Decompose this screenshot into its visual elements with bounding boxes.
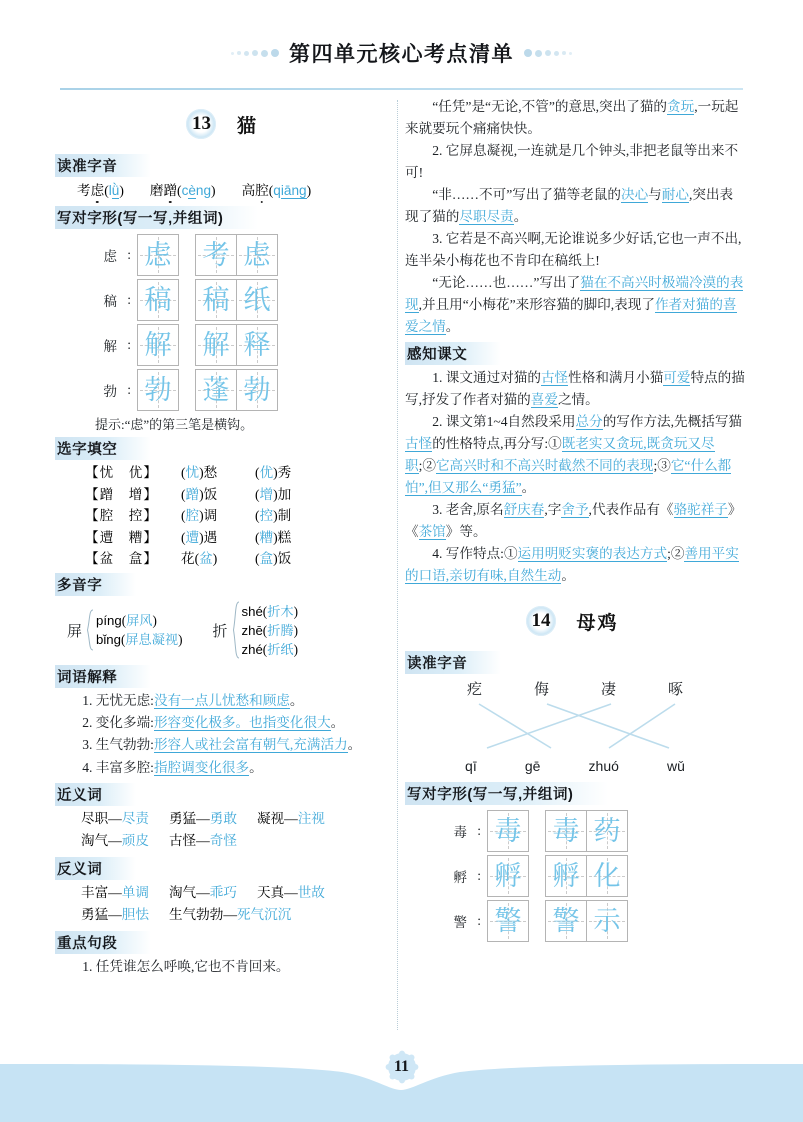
comprehension-item: 3. 老舍,原名舒庆春,字舍予,代表作品有《骆驼祥子》《茶馆》等。 — [405, 502, 742, 540]
polyphone-entry-zhe — [213, 601, 298, 659]
polyphone-reading: shé(折木) — [241, 603, 298, 619]
lesson-number: 13 — [191, 113, 211, 134]
fill-answer-b: (优)秀 — [255, 465, 292, 481]
char-cell-word-1[interactable]: 解 — [195, 324, 237, 366]
fill-choice-group: 【蹭 增】 — [85, 486, 158, 502]
key-passage-quote: 2. 它屏息凝视,一连就是几个钟头,非把老鼠等出来不可! — [405, 143, 739, 181]
char-practice-row: 警 : 警 警 示 — [405, 900, 745, 942]
char-label: 稿 — [103, 294, 117, 310]
comprehension-list — [405, 367, 745, 587]
match-char-0[interactable]: 疙 — [466, 682, 482, 699]
brace-icon — [85, 609, 94, 651]
key-passage-list — [55, 956, 395, 978]
char-label: 虑 — [103, 249, 117, 265]
char-cell-single[interactable]: 毒 — [487, 810, 529, 852]
column-divider — [397, 100, 398, 1030]
section-header-jinyici: 近义词 — [55, 783, 136, 806]
fill-blank-row — [55, 462, 395, 483]
polyphone-reading: píng(屏风) — [96, 613, 157, 629]
char-cell-word-2[interactable]: 虑 — [237, 234, 278, 276]
antonym-row — [81, 904, 395, 927]
left-column — [55, 96, 395, 978]
synonym-pair: 勇猛—勇敢 — [168, 810, 237, 826]
brace-icon — [231, 601, 240, 659]
fill-answer-a: (遭)遇 — [181, 529, 218, 545]
fill-choice-group: 【盆 盒】 — [85, 550, 158, 566]
right-column — [405, 96, 745, 945]
page-header — [0, 38, 803, 68]
char-cell-word-1[interactable]: 毒 — [545, 810, 587, 852]
char-cell-word-1[interactable]: 蓬 — [195, 369, 237, 411]
match-char-3[interactable]: 啄 — [667, 682, 683, 699]
char-label: 解 — [103, 339, 117, 355]
char-label: 勃 — [103, 384, 117, 400]
match-pinyin-0[interactable]: qī — [465, 758, 477, 775]
pinyin-item-kaolu: 考虑(lǜ) — [77, 183, 124, 198]
section-header-zhongdianjuduan: 重点句段 — [55, 931, 151, 954]
synonym-pair: 尽职—尽责 — [81, 810, 149, 826]
char-practice-row: 解 : 解 解 释 — [55, 324, 395, 366]
fill-answer-b: (盒)饭 — [255, 550, 292, 566]
word-explanation-item: 3. 生气勃勃:形容人或社会富有朝气,充满活力。 — [82, 737, 362, 753]
fill-answer-a: (蹭)饭 — [181, 486, 218, 502]
page-title: 第四单元核心考点清单 — [289, 42, 514, 66]
fill-choice-group: 【腔 控】 — [85, 508, 158, 524]
matching-bottom-row — [405, 758, 745, 774]
fill-blank-row — [55, 548, 395, 569]
comprehension-item: 1. 课文通过对猫的古怪性格和满月小猫可爱特点的描写,抒发了作者对猫的喜爱之情。 — [405, 370, 745, 408]
antonym-pair: 生气勃勃—死气沉沉 — [168, 907, 292, 923]
fill-choice-group: 【遭 糟】 — [85, 529, 158, 545]
section-header-xieduizixing-14: 写对字形(写一写,并组词) — [405, 782, 608, 805]
pinyin-list-13 — [55, 179, 395, 202]
word-explanation-list — [55, 690, 395, 778]
page-number-text: 11 — [393, 1058, 410, 1075]
char-label: 警 — [453, 915, 467, 931]
key-passage-analysis: “非……不可”写出了猫等老鼠的决心与耐心,突出表现了猫的尽职尽责。 — [405, 187, 734, 225]
key-passage-analysis-1 — [405, 96, 745, 338]
synonym-pair: 淘气—顽皮 — [81, 833, 149, 849]
fill-choice-group: 【忧 优】 — [85, 465, 158, 481]
match-char-1[interactable]: 侮 — [533, 682, 549, 699]
header-rule — [60, 88, 743, 90]
section-header-xuanzitiankong: 选字填空 — [55, 437, 151, 460]
char-practice-row: 虑 : 虑 考 虑 — [55, 234, 395, 276]
polyphone-entry-ping — [67, 601, 183, 659]
pinyin-item-moceng: 磨蹭(cèng) — [149, 183, 216, 198]
antonym-pair: 淘气—乖巧 — [168, 884, 237, 900]
char-cell-word-1[interactable]: 警 — [545, 900, 587, 942]
char-practice-row: 孵 : 孵 孵 化 — [405, 855, 745, 897]
polyphone-reading: zhé(折纸) — [241, 642, 298, 658]
polyphone-reading: bǐng(屏息凝视) — [96, 632, 183, 648]
lesson-number: 14 — [531, 610, 551, 632]
matching-top-row — [405, 678, 745, 699]
key-passage-quote: 3. 它若是不高兴啊,无论谁说多少好话,它也一声不出,连半朵小梅花也不肯印在稿纸上! — [405, 231, 742, 269]
char-cell-single[interactable]: 虑 — [137, 234, 179, 276]
polyphone-char: 屏 — [67, 623, 83, 640]
section-header-duzhunziyin: 读准字音 — [55, 154, 151, 177]
page-footer — [0, 1046, 803, 1122]
char-cell-word-2[interactable]: 释 — [237, 324, 278, 366]
synonym-list — [55, 808, 395, 853]
char-cell-single[interactable]: 稿 — [137, 279, 179, 321]
char-label: 毒 — [453, 825, 467, 841]
char-cell-word-2[interactable]: 示 — [587, 900, 628, 942]
char-practice-row: 毒 : 毒 毒 药 — [405, 810, 745, 852]
word-explanation-item: 1. 无忧无虑:没有一点儿忧愁和顾虑。 — [82, 693, 304, 709]
pinyin-matching-exercise[interactable] — [405, 678, 745, 774]
fill-blank-row — [55, 527, 395, 548]
section-header-ganzhikewen: 感知课文 — [405, 342, 501, 365]
comprehension-item: 2. 课文第1~4自然段采用总分的写作方法,先概括写猫古怪的性格特点,再分写:①既老实又贪玩,既贪玩又尽职;②它高兴时和不高兴时截然不同的表现;③它“什么都怕”,但又那么“勇猛”。 — [405, 414, 743, 496]
antonym-list — [55, 882, 395, 927]
section-header-duoyinzi: 多音字 — [55, 573, 136, 596]
char-cell-single[interactable]: 解 — [137, 324, 179, 366]
word-explanation-item: 2. 变化多端:形容变化极多。也指变化很大。 — [82, 715, 345, 731]
section-header-xieduizixing-13: 写对字形(写一写,并组词) — [55, 206, 258, 229]
page-number — [385, 1050, 419, 1084]
section-header-fanyici: 反义词 — [55, 857, 136, 880]
char-cell-word-2[interactable]: 勃 — [237, 369, 278, 411]
match-char-2[interactable]: 凄 — [600, 682, 616, 699]
lesson-name: 母鸡 — [576, 612, 619, 634]
synonym-row — [81, 808, 395, 831]
comprehension-item: 4. 写作特点:①运用明贬实褒的表达方式;②善用平实的口语,亲切有味,自然生动。 — [405, 546, 739, 584]
lesson-title-13 — [55, 102, 395, 146]
match-pinyin-3[interactable]: wǔ — [667, 758, 685, 775]
fill-answer-a: (腔)调 — [181, 508, 218, 524]
fill-answer-a: 花(盆) — [181, 550, 218, 566]
char-cell-word-1[interactable]: 考 — [195, 234, 237, 276]
char-practice-row: 稿 : 稿 稿 纸 — [55, 279, 395, 321]
pinyin-item-gaoqiang: 高腔(qiāng) — [241, 183, 312, 198]
fill-answer-b: (糟)糕 — [255, 529, 292, 545]
char-practice-row: 勃 : 勃 蓬 勃 — [55, 369, 395, 411]
char-cell-word-1[interactable]: 孵 — [545, 855, 587, 897]
polyphone-char: 折 — [212, 623, 228, 640]
header-dots-right — [524, 49, 572, 57]
stroke-hint: 提示:“虑”的第三笔是横钩。 — [95, 417, 254, 433]
char-cell-single[interactable]: 勃 — [137, 369, 179, 411]
char-cell-word-1[interactable]: 稿 — [195, 279, 237, 321]
match-pinyin-2[interactable]: zhuó — [588, 758, 619, 775]
antonym-row — [81, 882, 395, 905]
lesson-title-14 — [405, 599, 745, 643]
fill-answer-b: (控)制 — [255, 508, 292, 524]
char-cell-single[interactable]: 警 — [487, 900, 529, 942]
synonym-pair: 凝视—注视 — [256, 810, 325, 826]
key-passage-quote: 1. 任凭谁怎么呼唤,它也不肯回来。 — [82, 958, 290, 974]
word-explanation-item: 4. 丰富多腔:指腔调变化很多。 — [82, 759, 263, 775]
fill-blank-list — [55, 462, 395, 569]
polyphone-reading: zhē(折腾) — [241, 622, 298, 638]
antonym-pair: 丰富—单调 — [81, 884, 149, 900]
antonym-pair: 勇猛—胆怯 — [81, 907, 149, 923]
char-label: 孵 — [453, 870, 467, 886]
key-passage-analysis: “任凭”是“无论,不管”的意思,突出了猫的贪玩,一玩起来就要玩个痛痛快快。 — [405, 99, 739, 137]
fill-blank-row — [55, 505, 395, 526]
section-header-duzhunziyin-14: 读准字音 — [405, 651, 501, 674]
fill-answer-a: (忧)愁 — [181, 465, 218, 481]
antonym-pair: 天真—世故 — [256, 884, 325, 900]
synonym-pair: 古怪—奇怪 — [168, 833, 237, 849]
char-cell-word-2[interactable]: 化 — [587, 855, 628, 897]
key-passage-analysis: “无论……也……”写出了猫在不高兴时极端冷漠的表现,并且用“小梅花”来形容猫的脚印,表现了作者对猫的喜爱之情。 — [405, 275, 744, 335]
char-cell-single[interactable]: 孵 — [487, 855, 529, 897]
header-dots-left — [231, 49, 279, 57]
fill-blank-row — [55, 484, 395, 505]
lesson-name: 猫 — [236, 115, 258, 137]
section-header-ciyujieshi: 词语解释 — [55, 665, 151, 688]
fill-answer-b: (增)加 — [255, 486, 292, 502]
char-cell-word-2[interactable]: 药 — [587, 810, 628, 852]
match-pinyin-1[interactable]: gē — [524, 758, 541, 775]
char-cell-word-2[interactable]: 纸 — [237, 279, 278, 321]
synonym-row — [81, 830, 395, 853]
polyphone-list — [55, 601, 395, 659]
